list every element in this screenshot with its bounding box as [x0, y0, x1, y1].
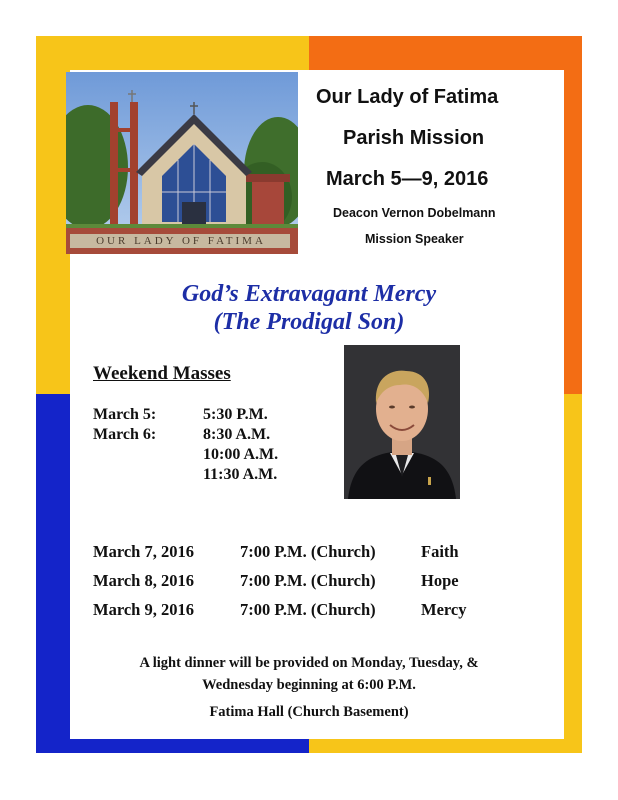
session-topic: Mercy	[421, 600, 467, 619]
mission-dates: March 5—9, 2016	[326, 168, 489, 190]
frame-left-upper-yellow	[36, 36, 70, 394]
mass-time: 10:00 A.M.	[203, 446, 279, 463]
frame-left-lower-blue	[36, 394, 70, 753]
session-time: 7:00 P.M. (Church)	[240, 542, 376, 561]
session-topic: Hope	[421, 571, 459, 590]
session-date: March 9, 2016	[93, 600, 194, 619]
mass-time: 8:30 A.M.	[203, 426, 271, 443]
mission-title: Parish Mission	[343, 127, 485, 149]
church-photo	[66, 72, 298, 254]
session-date: March 7, 2016	[93, 542, 194, 561]
speaker-portrait	[344, 345, 460, 499]
speaker-name: Deacon Vernon Dobelmann	[333, 206, 496, 220]
dinner-location: Fatima Hall (Church Basement)	[209, 704, 409, 720]
frame-top-right-orange	[309, 36, 582, 70]
mass-date: March 5:	[93, 406, 157, 423]
speaker-role: Mission Speaker	[365, 232, 464, 246]
session-time: 7:00 P.M. (Church)	[240, 571, 376, 590]
mass-time: 11:30 A.M.	[203, 466, 278, 483]
frame-bottom-right-yellow	[309, 739, 582, 753]
church-sign-text: OUR LADY OF FATIMA	[96, 235, 266, 247]
theme-line-2: (The Prodigal Son)	[213, 309, 405, 335]
mass-date: March 6:	[93, 426, 157, 443]
frame-top-left-yellow	[36, 36, 309, 70]
theme-line-1: God’s Extravagant Mercy	[181, 281, 437, 307]
dinner-note-line-2: Wednesday beginning at 6:00 P.M.	[202, 677, 416, 693]
session-time: 7:00 P.M. (Church)	[240, 600, 376, 619]
session-topic: Faith	[421, 542, 459, 561]
frame-right-lower-yellow	[564, 394, 582, 753]
parish-name: Our Lady of Fatima	[316, 86, 499, 108]
frame-bottom-left-blue	[36, 739, 309, 753]
dinner-note-line-1: A light dinner will be provided on Monday, Tuesday, &	[139, 655, 479, 671]
mass-time: 5:30 P.M.	[203, 406, 268, 423]
frame-right-upper-orange	[564, 36, 582, 394]
weekend-masses-heading: Weekend Masses	[93, 363, 231, 384]
session-date: March 8, 2016	[93, 571, 194, 590]
